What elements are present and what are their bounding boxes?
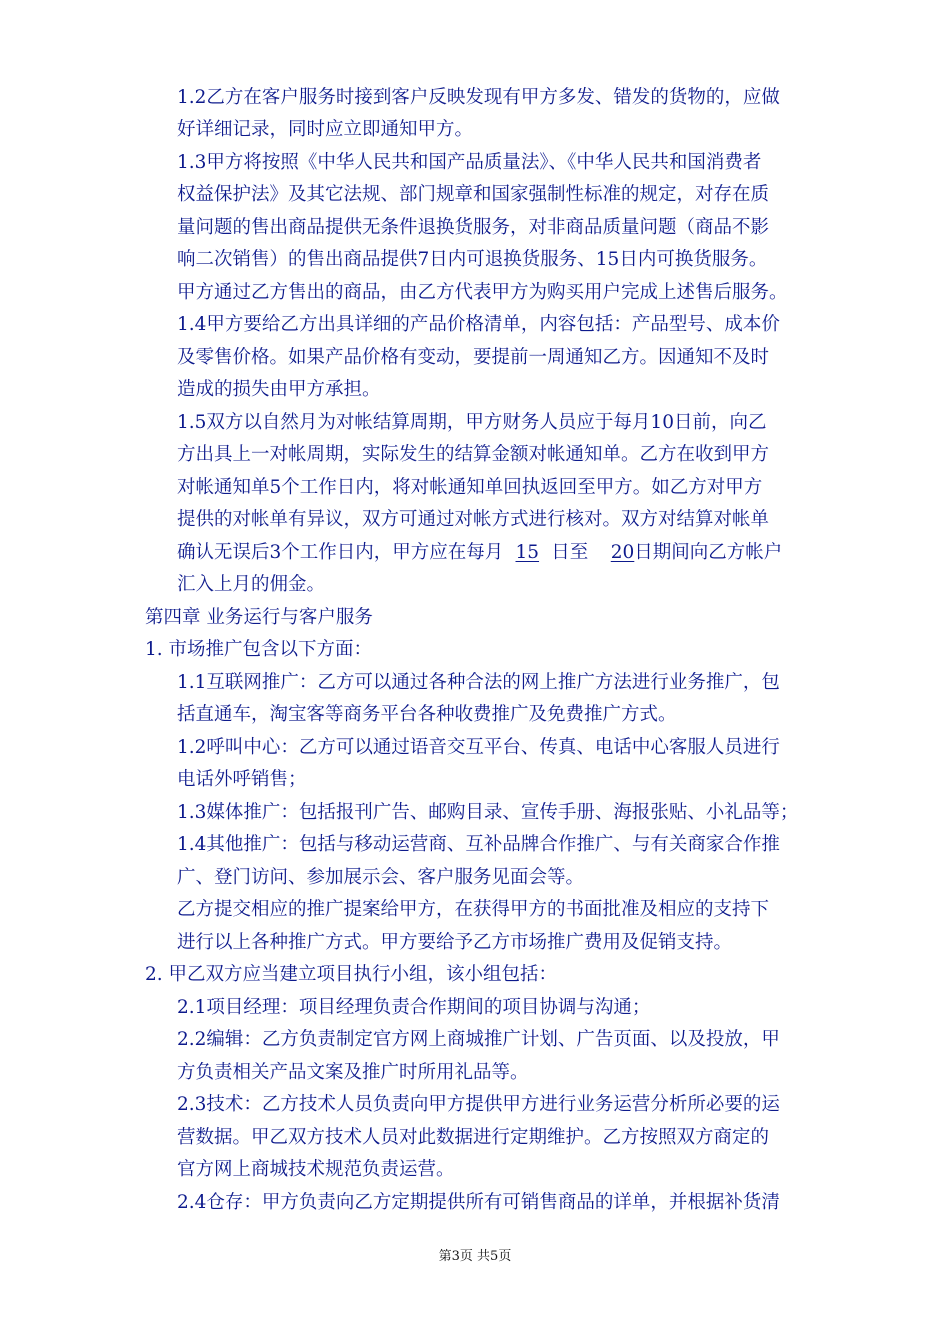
text-segment: 确认无误后3个工作日内，甲方应在每月 bbox=[177, 542, 504, 563]
text-line: 1.3媒体推广：包括报刊广告、邮购目录、宣传手册、海报张贴、小礼品等； bbox=[177, 802, 799, 823]
text-line: 广、登门访问、参加展示会、客户服务见面会等。 bbox=[177, 867, 585, 888]
text-line: 权益保护法》及其它法规、部门规章和国家强制性标准的规定，对存在质 bbox=[177, 184, 770, 205]
chapter-heading: 第四章 业务运行与客户服务 bbox=[145, 607, 373, 628]
text-line: 括直通车，淘宝客等商务平台各种收费推广及免费推广方式。 bbox=[177, 704, 677, 725]
text-line-with-dates bbox=[177, 541, 782, 565]
numbered-item: 2. 甲乙双方应当建立项目执行小组，该小组包括： bbox=[145, 964, 558, 985]
text-line: 1.4其他推广：包括与移动运营商、互补品牌合作推广、与有关商家合作推 bbox=[177, 834, 780, 855]
text-line: 甲方通过乙方售出的商品，由乙方代表甲方为购买用户完成上述售后服务。 bbox=[177, 282, 788, 303]
text-line: 2.2编辑：乙方负责制定官方网上商城推广计划、广告页面、以及投放，甲 bbox=[177, 1029, 780, 1050]
text-segment: 日至 bbox=[551, 542, 589, 563]
text-line: 及零售价格。如果产品价格有变动，要提前一周通知乙方。因通知不及时 bbox=[177, 347, 770, 368]
text-line: 好详细记录，同时应立即通知甲方。 bbox=[177, 119, 474, 140]
text-segment: 日期间向乙方帐户 bbox=[634, 542, 783, 563]
text-line: 进行以上各种推广方式。甲方要给予乙方市场推广费用及促销支持。 bbox=[177, 932, 733, 953]
text-line: 1.1互联网推广：乙方可以通过各种合法的网上推广方法进行业务推广，包 bbox=[177, 672, 780, 693]
page-footer: 第3页 共5页 bbox=[438, 1249, 512, 1264]
text-line: 提供的对帐单有异议，双方可通过对帐方式进行核对。双方对结算对帐单 bbox=[177, 509, 770, 530]
text-line: 2.3技术：乙方技术人员负责向甲方提供甲方进行业务运营分析所必要的运 bbox=[177, 1094, 780, 1115]
payment-start-day: 15 bbox=[515, 542, 540, 563]
text-line: 2.1项目经理：项目经理负责合作期间的项目协调与沟通； bbox=[177, 997, 651, 1018]
text-line: 2.4仓存：甲方负责向乙方定期提供所有可销售商品的详单，并根据补货清 bbox=[177, 1192, 780, 1213]
text-line: 方负责相关产品文案及推广时所用礼品等。 bbox=[177, 1062, 529, 1083]
text-line: 营数据。甲乙双方技术人员对此数据进行定期维护。乙方按照双方商定的 bbox=[177, 1127, 770, 1148]
text-line: 电话外呼销售； bbox=[177, 769, 307, 790]
text-line: 1.2乙方在客户服务时接到客户反映发现有甲方多发、错发的货物的，应做 bbox=[177, 87, 780, 108]
text-line: 1.4甲方要给乙方出具详细的产品价格清单，内容包括：产品型号、成本价 bbox=[177, 314, 780, 335]
numbered-item: 1. 市场推广包含以下方面： bbox=[145, 639, 373, 660]
text-line: 量问题的售出商品提供无条件退换货服务，对非商品质量问题（商品不影 bbox=[177, 217, 770, 238]
text-line: 汇入上月的佣金。 bbox=[177, 574, 326, 595]
text-line: 对帐通知单5个工作日内，将对帐通知单回执返回至甲方。如乙方对甲方 bbox=[177, 477, 763, 498]
text-line: 1.5双方以自然月为对帐结算周期，甲方财务人员应于每月10日前，向乙 bbox=[177, 412, 767, 433]
payment-end-day: 20 bbox=[610, 542, 635, 563]
text-line: 造成的损失由甲方承担。 bbox=[177, 379, 381, 400]
text-line: 方出具上一对帐周期，实际发生的结算金额对帐通知单。乙方在收到甲方 bbox=[177, 444, 770, 465]
text-line: 官方网上商城技术规范负责运营。 bbox=[177, 1159, 455, 1180]
text-line: 1.3甲方将按照《中华人民共和国产品质量法》、《中华人民共和国消费者 bbox=[177, 152, 762, 173]
text-line: 乙方提交相应的推广提案给甲方，在获得甲方的书面批准及相应的支持下 bbox=[177, 899, 770, 920]
text-line: 1.2呼叫中心：乙方可以通过语音交互平台、传真、电话中心客服人员进行 bbox=[177, 737, 780, 758]
text-line: 响二次销售）的售出商品提供7日内可退换货服务、15日内可换货服务。 bbox=[177, 249, 768, 270]
